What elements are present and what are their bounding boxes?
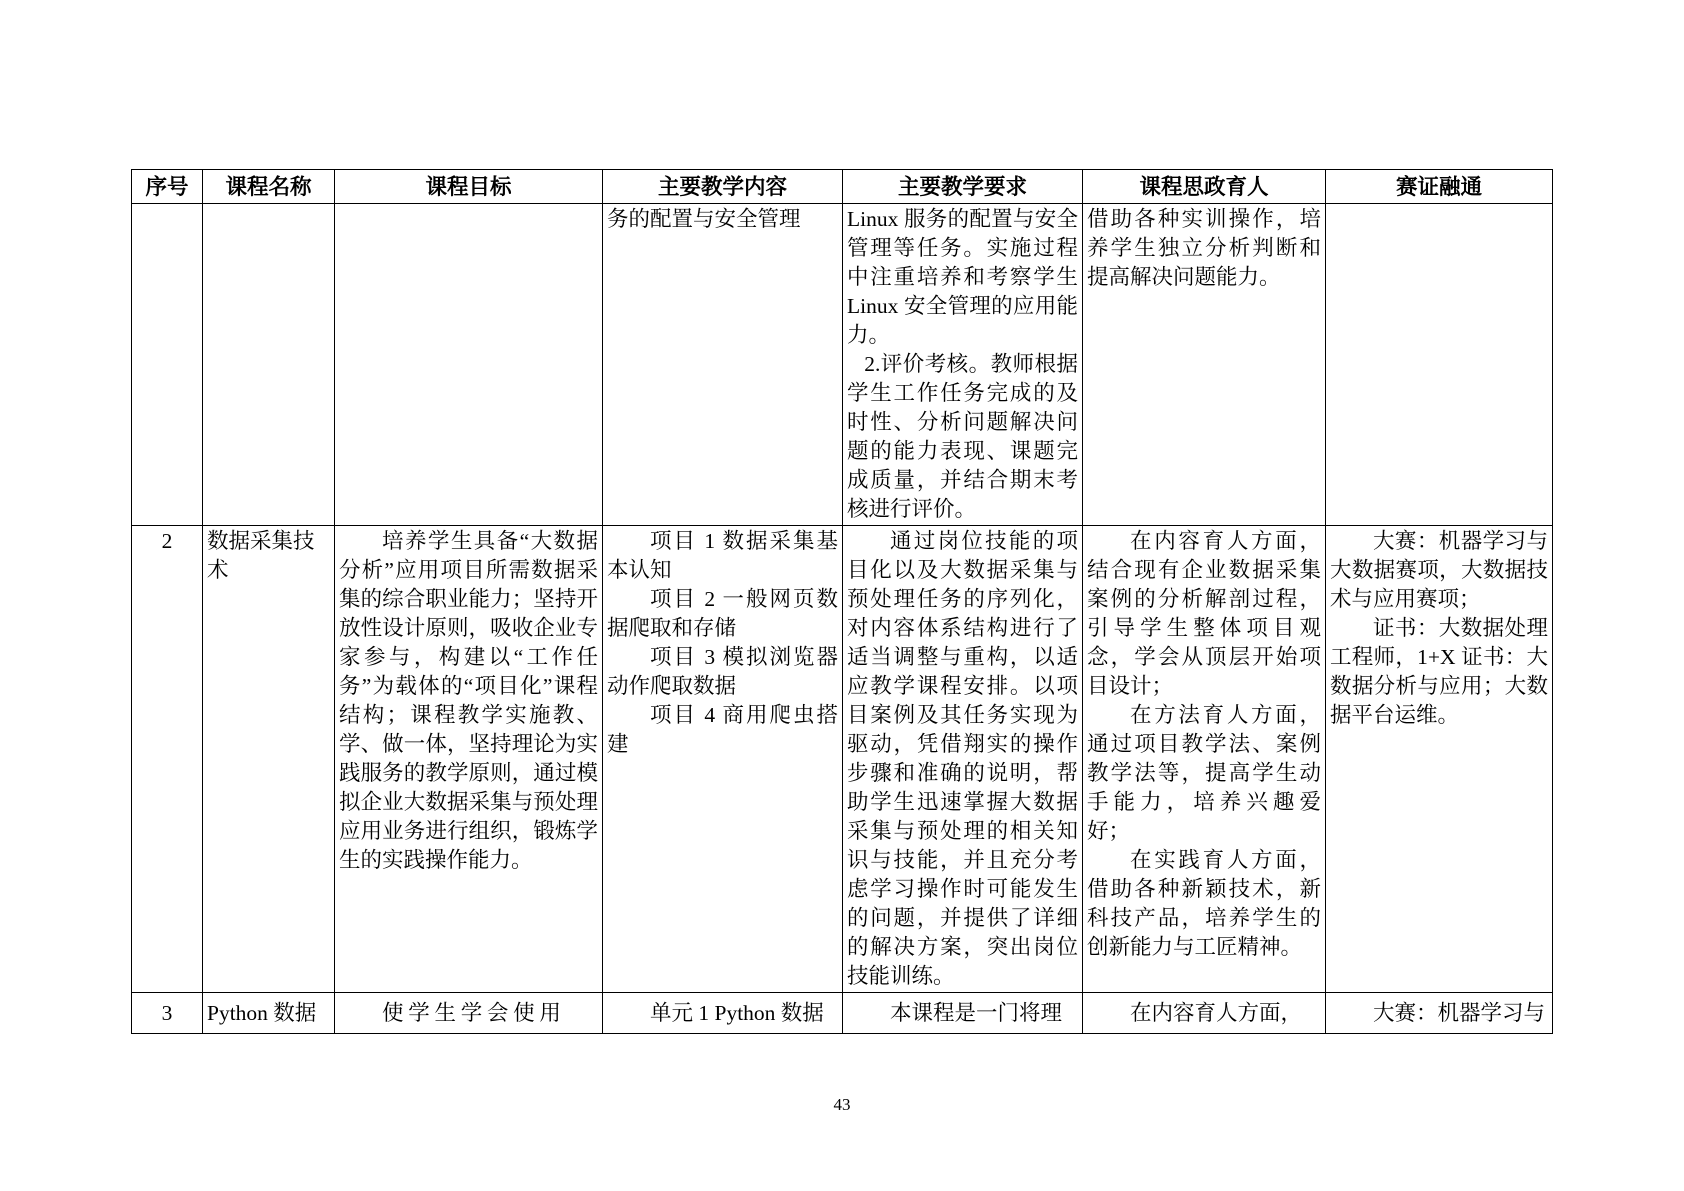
cell-content — [603, 204, 843, 526]
paragraph: 通过岗位技能的项目化以及大数据采集与预处理任务的序列化，对内容体系结构进行了适当调整与重构，以适应教学课程安排。以项目案例及其任务实现为驱动，凭借翔实的操作步骤和准确的说明，帮助学生迅速掌握大数据采集与预处理的相关知识与技能，并且充分考虑学习操作时可能发生的问题，并提供了详细的解决方案，突出岗位技能训练。 — [847, 529, 1078, 988]
header-objectives: 课程目标 — [335, 170, 603, 204]
paragraph: 项目 2 一般网页数据爬取和存储 — [607, 587, 838, 640]
cell-ideology — [1083, 204, 1326, 526]
paragraph: 在内容育人方面， — [1130, 1000, 1303, 1025]
paragraph: 大赛：机器学习与大数据赛项，大数据技术与应用赛项； — [1330, 529, 1548, 611]
cell-seq: 3 — [132, 993, 203, 1034]
cell-seq — [132, 204, 203, 526]
header-course-name: 课程名称 — [203, 170, 335, 204]
paragraph: 借助各种实训操作，培养学生独立分析判断和提高解决问题能力。 — [1087, 207, 1321, 289]
paragraph: Linux 服务的配置与安全管理等任务。实施过程中注重培养和考察学生 Linux 安全管理的应用能力。 — [847, 207, 1078, 347]
cell-certification — [1326, 526, 1553, 993]
cell-requirements — [843, 204, 1083, 526]
paragraph: 项目 4 商用爬虫搭建 — [607, 703, 838, 756]
cell-requirements — [843, 526, 1083, 993]
course-table — [131, 169, 1553, 1034]
cell-certification — [1326, 993, 1553, 1034]
header-requirements: 主要教学要求 — [843, 170, 1083, 204]
cell-course-name — [203, 204, 335, 526]
cell-content — [603, 993, 843, 1034]
cell-course-name: Python 数据 — [203, 993, 335, 1034]
paragraph: 项目 3 模拟浏览器动作爬取数据 — [607, 645, 838, 698]
cell-ideology — [1083, 993, 1326, 1034]
cell-course-name: 数据采集技术 — [203, 526, 335, 993]
cell-requirements — [843, 993, 1083, 1034]
cell-objectives — [335, 204, 603, 526]
paragraph: 证书：大数据处理工程师，1+X 证书：大数据分析与应用；大数据平台运维。 — [1330, 616, 1548, 727]
table-row — [132, 993, 1553, 1034]
paragraph: 2.评价考核。教师根据学生工作任务完成的及时性、分析问题解决问题的能力表现、课题完成质量，并结合期末考核进行评价。 — [847, 352, 1078, 521]
header-row — [132, 170, 1553, 204]
paragraph: 项目 1 数据采集基本认知 — [607, 529, 838, 582]
cell-ideology — [1083, 526, 1326, 993]
cell-content — [603, 526, 843, 993]
paragraph: 本课程是一门将理 — [890, 1000, 1063, 1025]
page-number: 43 — [833, 1095, 851, 1114]
paragraph: 在内容育人方面，结合现有企业数据采集案例的分析解剖过程，引导学生整体项目观念，学会从顶层开始项目设计； — [1087, 529, 1321, 698]
paragraph: 在实践育人方面，借助各种新颖技术，新科技产品，培养学生的创新能力与工匠精神。 — [1087, 848, 1321, 959]
table-row — [132, 526, 1553, 993]
paragraph: 培养学生具备“大数据分析”应用项目所需数据采集的综合职业能力；坚持开放性设计原则，吸收企业专家参与，构建以“工作任务”为载体的“项目化”课程结构；课程教学实施教、学、做一体，坚持理论为实践服务的教学原则，通过模拟企业大数据采集与预处理应用业务进行组织，锻炼学生的实践操作能力。 — [339, 529, 598, 872]
paragraph: 单元 1 Python 数据 — [650, 1000, 824, 1025]
header-seq: 序号 — [132, 170, 203, 204]
header-certification: 赛证融通 — [1326, 170, 1553, 204]
header-ideology: 课程思政育人 — [1083, 170, 1326, 204]
paragraph: 使学生学会使用 — [382, 1000, 566, 1025]
paragraph: 大赛：机器学习与 — [1373, 1000, 1546, 1025]
table-row — [132, 204, 1553, 526]
paragraph: 在方法育人方面，通过项目教学法、案例教学法等，提高学生动手能力，培养兴趣爱好； — [1087, 703, 1321, 843]
cell-certification — [1326, 204, 1553, 526]
cell-objectives — [335, 526, 603, 993]
cell-objectives — [335, 993, 603, 1034]
cell-seq: 2 — [132, 526, 203, 993]
header-content: 主要教学内容 — [603, 170, 843, 204]
paragraph: 务的配置与安全管理 — [607, 207, 801, 231]
